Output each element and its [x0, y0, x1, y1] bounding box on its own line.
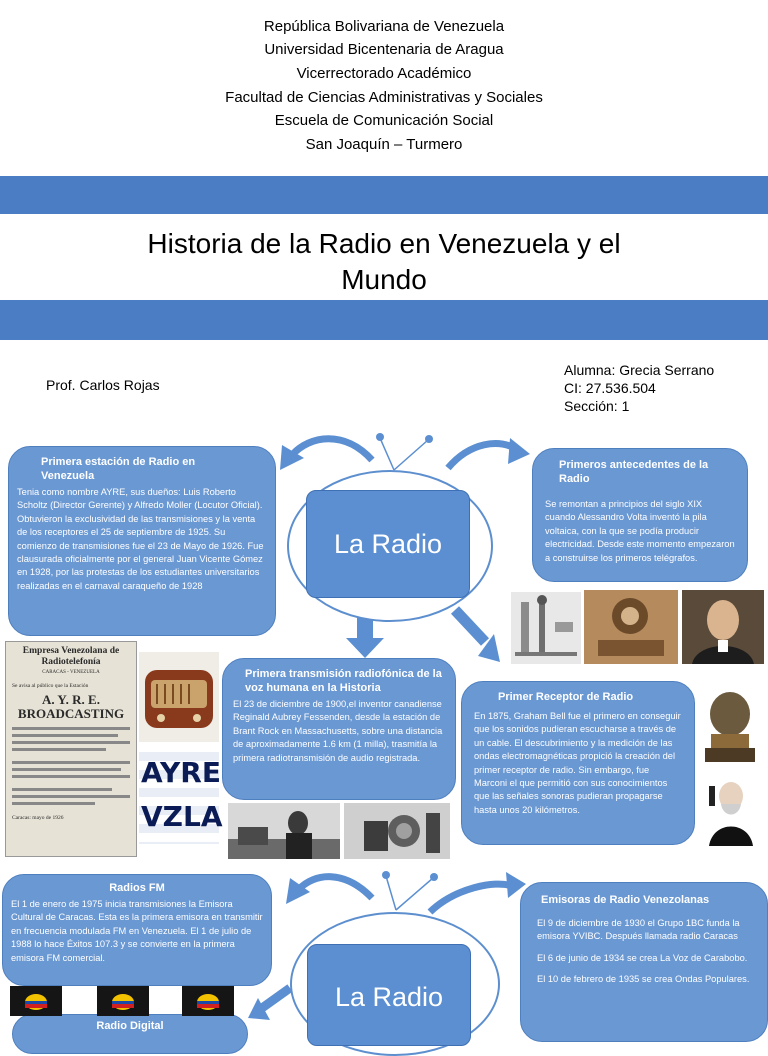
newspaper-subheading: CARACAS - VENEZUELA: [42, 670, 100, 675]
graham-bell-image: [703, 774, 759, 846]
top-band: [0, 176, 768, 214]
header-line-2: Universidad Bicentenaria de Aragua: [264, 41, 504, 58]
card-primera-transmision: [222, 658, 456, 800]
volta-portrait: [682, 590, 764, 664]
page-title: Historia de la Radio en Venezuela y el Mundo: [147, 228, 621, 295]
card-body: El 23 de diciembre de 1900,el inventor canadiense Reginald Aubrey Fessenden, desde la estación de Brant Rock en Massachusetts, sobre una distancia de aproximadamente 1.6 km (1 milla), trasmitía la primera radiotransmisión de audio registrada.: [233, 699, 443, 763]
card-primera-estacion: [8, 446, 276, 636]
radio-flag-icon: [182, 986, 234, 1016]
header-line-4: Facultad de Ciencias Administrativas y Sociales: [225, 89, 543, 106]
card-body: Se remontan a principios del siglo XIX cuando Alessandro Volta inventó la pila voltaica, con la que se podía producir electricidad. Desde este momento empezaron a construirse los primeros telégrafos.: [545, 499, 735, 563]
card-title: Emisoras de Radio Venezolanas: [541, 894, 710, 906]
card-paragraph: El 10 de febrero de 1935 se crea Ondas Populares.: [537, 974, 750, 985]
bottom-band: [0, 300, 768, 340]
student-ci: CI: 27.536.504: [564, 380, 656, 396]
header-line-6: San Joaquín – Turmero: [305, 136, 463, 153]
card-radio-digital: [12, 1014, 248, 1054]
card-title: Primer Receptor de Radio: [498, 691, 634, 703]
newspaper-date: Caracas: mayo de 1926: [12, 815, 64, 821]
fessenden-photo-2: [344, 803, 450, 859]
fessenden-photo-1: [228, 803, 340, 859]
student-section: Sección: 1: [564, 398, 630, 414]
ayre-logo-line2: VZLA: [141, 800, 223, 833]
card-body: En 1875, Graham Bell fue el primero en conseguir que los sonidos pudieran escucharse a través de un cable. El descubrimiento y la medición de las ondas electromagnéticas propició la creación del primer receptor de radio. Sin embargo, fue Marconi el que permitió con sus conocimientos que las señales sonoras pudieran propagarse hasta unos 20 kilómetros.: [474, 711, 681, 815]
student-name: Alumna: Grecia Serrano: [564, 362, 715, 378]
ayre-logo-line1: AYRE: [141, 756, 221, 789]
card-title: Primera estación de Radio en Venezuela: [41, 456, 196, 482]
card-primer-receptor: [461, 681, 695, 845]
early-receiver-image: [699, 684, 761, 772]
header-line-1: República Bolivariana de Venezuela: [263, 18, 505, 35]
card-body: Tenia como nombre AYRE, sus dueños: Luis Roberto Scholtz (Director Gerente) y Alfredo Moller (Locutor Oficial). Obtuvieron la exclusividad de las transmisiones y la venta de los receptores el 25 de septiembre de 1925. Su comienzo de transmisiones fue el 23 de Mayo de 1926. Fue clausurada oficialmente por el general Juan Vicente Gómez en 1928, por las protestas de los estudiantes universitarios realizadas en el carnaval caraqueño de 1928: [17, 487, 264, 591]
old-radio-image: [139, 652, 219, 742]
card-emisoras: [520, 882, 768, 1042]
card-body: El 1 de enero de 1975 inicia transmisiones la Emisora Cultural de Caracas. Esta es la primera emisora en transmitir en frecuencia modulada FM en Venezuela. El 1 de julio de 1988 lo hace Éxitos 107.3 y se convierte en la primera emisora FM comercial.: [11, 899, 263, 963]
header-line-5: Escuela de Comunicación Social: [274, 112, 494, 129]
newspaper-notice: Se avisa al público que la Estación: [12, 683, 89, 689]
card-paragraph: El 6 de junio de 1934 se crea La Voz de Carabobo.: [537, 952, 748, 963]
card-title: Primeros antecedentes de la Radio: [559, 459, 709, 485]
telegraph-image: [584, 590, 678, 664]
newspaper-heading: Empresa Venezolana de Radiotelefonía: [22, 646, 120, 667]
radio-flag-icon: [97, 986, 149, 1016]
volta-pile-image: [511, 592, 581, 664]
card-title: Radio Digital: [96, 1020, 164, 1032]
card-radios-fm: [2, 874, 272, 986]
card-title: Primera transmisión radiofónica de la voz humana en la Historia: [245, 668, 442, 694]
card-paragraph: El 9 de diciembre de 1930 el Grupo 1BC funda la emisora YVIBC. Después llamada radio Caracas: [537, 918, 740, 942]
header-line-3: Vicerrectorado Académico: [296, 65, 472, 82]
newspaper-clipping: [5, 641, 137, 857]
ayre-logo: [139, 752, 223, 844]
center-label-top: La Radio: [306, 490, 470, 598]
card-antecedentes: [532, 448, 748, 582]
radio-flag-icon: [10, 986, 62, 1016]
card-title: Radios FM: [109, 882, 165, 894]
center-label-bottom: La Radio: [307, 944, 471, 1046]
newspaper-station: A. Y. R. E. BROADCASTING: [17, 692, 125, 721]
professor-name: Prof. Carlos Rojas: [46, 377, 160, 393]
